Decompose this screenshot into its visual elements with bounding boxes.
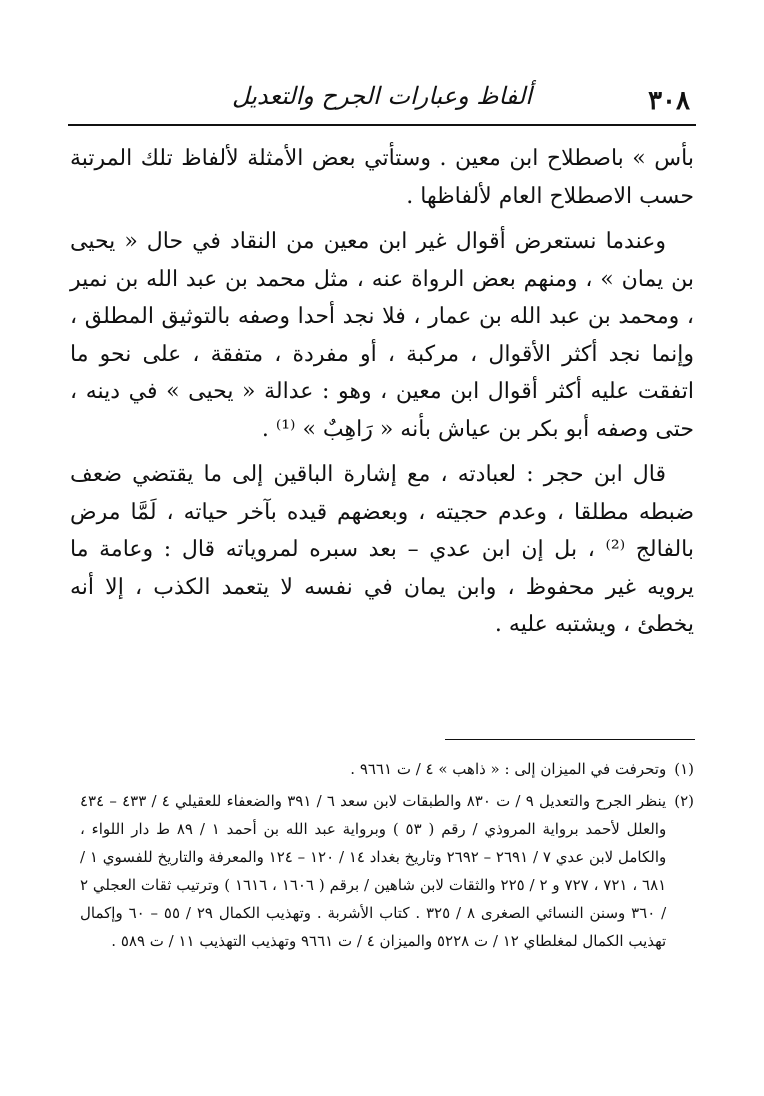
page-header (68, 78, 696, 126)
footnote-number: (٢) (674, 792, 694, 810)
main-text (70, 140, 694, 652)
paragraph: قال ابن حجر : لعبادته ، مع إشارة الباقين إلى ما يقتضي ضعف ضبطه مطلقا ، وعدم حجيته ، وبعضهم قيده بآخر حياته ، لَمَّا مرض بالفالج ⁽²⁾ ، بل إن ابن عدي – بعد سبره لمروياته قال : وعامة ما يرويه غير محفوظ ، وابن يمان في نفسه لا يتعمد الكذب ، إلا أنه يخطئ ، ويشتبه عليه . (70, 462, 694, 637)
paragraph: وعندما نستعرض أقوال غير ابن معين من النقاد في حال « يحيى بن يمان » ، ومنهم بعض الرواة عنه ، مثل محمد بن عبد الله بن نمير ، ومحمد بن عبد الله بن عمار ، فلا نجد أحدا وصفه بالتوثيق المطلق ، وإنما نجد أكثر الأقوال ، مركبة ، أو مفردة ، متفقة ، على نحو ما اتفقت عليه أكثر أقوال ابن معين ، وهو : عدالة « يحيى » في دينه ، حتى وصفه أبو بكر بن عياش بأنه « رَاهِبٌ » ⁽¹⁾ . (70, 229, 694, 442)
footnote (80, 755, 694, 783)
footnotes (80, 755, 694, 959)
footnote-separator (445, 739, 695, 740)
footnote-text: ينظر الجرح والتعديل ٩ / ت ٨٣٠ والطبقات لابن سعد ٦ / ٣٩١ والضعفاء للعقيلي ٤ / ٤٣٣ – ٤٣٤ والعلل لأحمد برواية المروذي / رقم ( ٥٣ ) وبرواية عبد الله بن أحمد ١ / ٨٩ ط دار اللواء ، والكامل لابن عدي ٧ / ٢٦٩١ – ٢٦٩٢ وتاريخ بغداد ١٤ / ١٢٠ – ١٢٤ والمعرفة والتاريخ للفسوي ١ / ٦٨١ ، ٧٢١ ، ٧٢٧ و ٢ / ٢٢٥ والثقات لابن شاهين / برقم ( ١٦٠٦ ، ١٦١٦ ) وترتيب ثقات العجلي ٢ / ٣٦٠ وسنن النسائي الصغرى ٨ / ٣٢٥ . كتاب الأشربة . وتهذيب الكمال ٢٩ / ٥٥ – ٦٠ وإكمال تهذيب الكمال لمغلطاي ١٢ / ت ٥٢٢٨ والميزان ٤ / ت ٩٦٦١ وتهذيب التهذيب ١١ / ت ٥٨٩ . (80, 792, 667, 950)
page-number: ٣٠٨ (648, 86, 690, 116)
footnote-text: وتحرفت في الميزان إلى : « ذاهب » ٤ / ت ٩٦٦١ . (350, 760, 667, 778)
footnote (80, 787, 694, 955)
running-title: ألفاظ وعبارات الجرح والتعديل (232, 82, 532, 110)
paragraph: بأس » باصطلاح ابن معين . وستأتي بعض الأمثلة لألفاظ تلك المرتبة حسب الاصطلاح العام لألفاظها . (70, 146, 694, 209)
footnote-number: (١) (674, 760, 694, 778)
